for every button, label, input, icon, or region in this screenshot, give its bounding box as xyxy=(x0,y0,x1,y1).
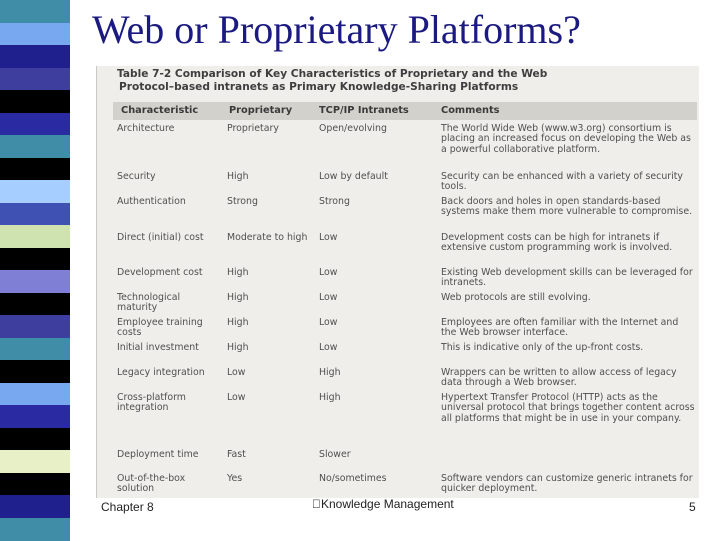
header-proprietary: Proprietary xyxy=(229,105,293,116)
cell-comments: Security can be enhanced with a variety of security tools. xyxy=(441,171,683,193)
cell-proprietary: Yes xyxy=(227,473,243,484)
strip-block xyxy=(0,203,70,226)
cell-proprietary: High xyxy=(227,342,249,353)
cell-characteristic: Security xyxy=(117,171,156,182)
strip-block xyxy=(0,518,70,541)
header-characteristic: Characteristic xyxy=(121,105,199,116)
cell-proprietary: Strong xyxy=(227,196,258,207)
strip-block xyxy=(0,180,70,203)
table-caption-line-1: Table 7-2 Comparison of Key Characteristics of Proprietary and the Web xyxy=(117,68,548,80)
strip-block xyxy=(0,405,70,428)
cell-proprietary: High xyxy=(227,171,249,182)
strip-block xyxy=(0,0,70,23)
slide-title: Web or Proprietary Platforms? xyxy=(92,7,581,52)
strip-block xyxy=(0,270,70,293)
strip-block xyxy=(0,428,70,451)
cell-characteristic: Authentication xyxy=(117,196,186,207)
strip-block xyxy=(0,450,70,473)
cell-proprietary: High xyxy=(227,292,249,303)
table-caption xyxy=(117,68,677,94)
cell-comments: The World Wide Web (www.w3.org) consortium is placing an increased focus on developing the Web as a powerful collaborative platform. xyxy=(441,123,691,155)
cell-comments: Back doors and holes in open standards-based systems make them more vulnerable to compromise. xyxy=(441,196,693,218)
decorative-color-strip xyxy=(0,0,70,540)
table-caption-line-2: Protocol–based intranets as Primary Knowledge-Sharing Platforms xyxy=(119,81,519,93)
cell-tcpip: Low xyxy=(319,342,338,353)
strip-block xyxy=(0,338,70,361)
cell-characteristic: Out-of-the-box solution xyxy=(117,473,186,495)
footer-center:  Knowledge Management xyxy=(312,497,454,511)
strip-block xyxy=(0,315,70,338)
cell-characteristic: Initial investment xyxy=(117,342,199,353)
strip-block xyxy=(0,113,70,136)
cell-comments: Hypertext Transfer Protocol (HTTP) acts as the universal protocol that brings together content across all platforms that might be in use in your company. xyxy=(441,392,695,424)
strip-block xyxy=(0,158,70,181)
cell-proprietary: High xyxy=(227,267,249,278)
cell-comments: Web protocols are still evolving. xyxy=(441,292,591,303)
cell-tcpip: High xyxy=(319,392,341,403)
cell-tcpip: Strong xyxy=(319,196,350,207)
cell-characteristic: Architecture xyxy=(117,123,175,134)
cell-tcpip: Low xyxy=(319,317,338,328)
strip-block xyxy=(0,135,70,158)
cell-comments: This is indicative only of the up-front costs. xyxy=(441,342,644,353)
strip-block xyxy=(0,360,70,383)
cell-characteristic: Deployment time xyxy=(117,449,199,460)
cell-tcpip: High xyxy=(319,367,341,378)
cell-tcpip: Slower xyxy=(319,449,351,460)
cell-tcpip: Low by default xyxy=(319,171,388,182)
cell-comments: Employees are often familiar with the Internet and the Web browser interface. xyxy=(441,317,679,339)
cell-characteristic: Development cost xyxy=(117,267,203,278)
strip-block xyxy=(0,293,70,316)
strip-block xyxy=(0,23,70,46)
footer-chapter: Chapter 8 xyxy=(101,500,154,514)
cell-tcpip: Low xyxy=(319,267,338,278)
cell-characteristic: Employee training costs xyxy=(117,317,203,339)
cell-proprietary: Fast xyxy=(227,449,246,460)
cell-comments: Software vendors can customize generic intranets for quicker deployment. xyxy=(441,473,693,495)
cell-proprietary: Moderate to high xyxy=(227,232,308,243)
cell-tcpip: No/sometimes xyxy=(319,473,387,484)
cell-characteristic: Direct (initial) cost xyxy=(117,232,204,243)
table-header-row xyxy=(113,102,697,120)
cell-characteristic: Technological maturity xyxy=(117,292,181,314)
page-number: 5 xyxy=(689,500,696,514)
strip-block xyxy=(0,90,70,113)
header-tcpip: TCP/IP Intranets xyxy=(319,105,409,116)
cell-tcpip: Open/evolving xyxy=(319,123,387,134)
table-image xyxy=(96,66,699,498)
strip-block xyxy=(0,248,70,271)
strip-block xyxy=(0,473,70,496)
strip-block xyxy=(0,495,70,518)
strip-block xyxy=(0,383,70,406)
cell-proprietary: Proprietary xyxy=(227,123,279,134)
strip-block xyxy=(0,68,70,91)
cell-comments: Development costs can be high for intranets if extensive custom programming work is involved. xyxy=(441,232,673,254)
strip-block xyxy=(0,45,70,68)
cell-tcpip: Low xyxy=(319,232,338,243)
header-comments: Comments xyxy=(441,105,500,116)
cell-characteristic: Legacy integration xyxy=(117,367,205,378)
cell-comments: Existing Web development skills can be leveraged for intranets. xyxy=(441,267,693,289)
strip-block xyxy=(0,225,70,248)
cell-proprietary: Low xyxy=(227,392,246,403)
cell-comments: Wrappers can be written to allow access of legacy data through a Web browser. xyxy=(441,367,677,389)
cell-proprietary: High xyxy=(227,317,249,328)
cell-characteristic: Cross-platform integration xyxy=(117,392,186,414)
cell-proprietary: Low xyxy=(227,367,246,378)
cell-tcpip: Low xyxy=(319,292,338,303)
